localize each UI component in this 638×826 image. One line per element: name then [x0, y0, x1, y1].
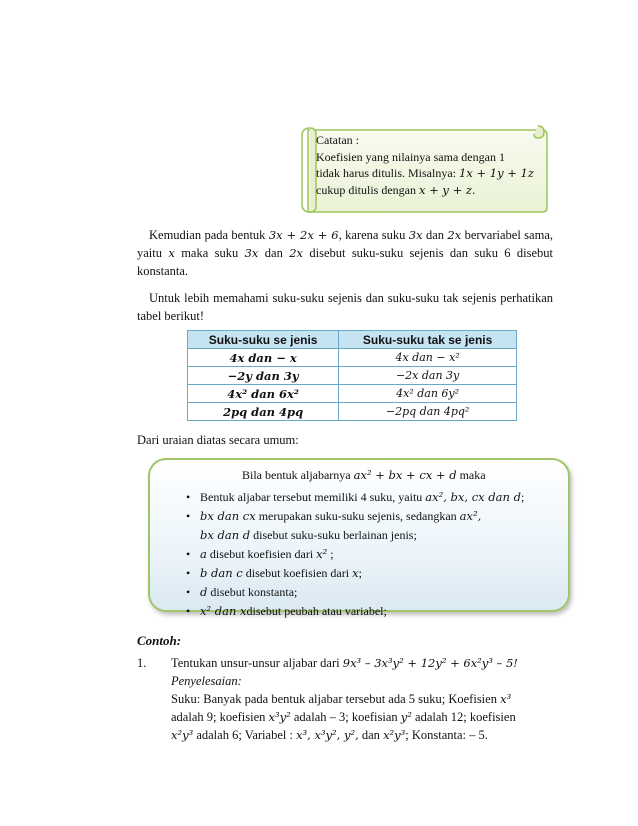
unlike-terms-cell: −2pq dan 4pq²	[339, 403, 517, 421]
paragraph-terms-explanation: Kemudian pada bentuk 3x + 2x + 6, karena suku 3x dan 2x bervariabel sama, yaitu x maka suku 3x dan 2x disebut suku-suku sejenis dan suku 6 disebut konstanta.	[137, 228, 554, 278]
solution-line-1: Suku: Banyak pada bentuk aljabar tersebut ada 5 suku; Koefisien x³	[171, 692, 512, 706]
unlike-terms-cell: −2x dan 3y	[339, 367, 517, 385]
example-heading: Contoh:	[137, 633, 182, 648]
list-item: • d disebut konstanta;	[164, 583, 559, 602]
table-row	[188, 403, 517, 421]
note-title: Catatan :	[316, 133, 359, 147]
example-question: Tentukan unsur-unsur aljabar dari 9x³ – 3x³y² + 12y² + 6x²y³ – 5!	[171, 656, 518, 670]
note-line-1: Koefisien yang nilainya sama dengan 1	[316, 149, 505, 164]
unlike-terms-cell: 4x² dan 6y²	[339, 385, 517, 403]
table-header-row	[188, 331, 517, 349]
unlike-terms-cell: 4x dan − x²	[339, 349, 517, 367]
header-like-terms: Suku-suku se jenis	[188, 331, 339, 349]
summary-list	[164, 488, 559, 621]
header-unlike-terms: Suku-suku tak se jenis	[339, 331, 517, 349]
like-terms-cell: 4x dan − x	[188, 349, 339, 367]
summary-box-heading: Bila bentuk aljabarnya ax² + bx + cx + d maka	[242, 468, 486, 482]
summary-box	[148, 458, 570, 618]
note-line-2: tidak harus ditulis. Misalnya: 1x + 1y + 1z	[316, 166, 534, 180]
list-item: • bx dan cx merupakan suku-suku sejenis, sedangkan ax², bx dan d disebut suku-suku berlainan jenis;	[164, 507, 559, 545]
table-row	[188, 367, 517, 385]
example-number: 1.	[137, 656, 147, 670]
solution-label: Penyelesaian:	[171, 674, 242, 688]
note-scroll	[298, 124, 548, 214]
list-item: • x² dan xdisebut peubah atau variabel;	[164, 602, 559, 621]
example-body	[171, 654, 561, 744]
table-row	[188, 349, 517, 367]
note-line-3: cukup ditulis dengan x + y + z.	[316, 182, 476, 197]
like-terms-cell: −2y dan 3y	[188, 367, 339, 385]
list-item: • Bentuk aljabar tersebut memiliki 4 suku, yaitu ax², bx, cx dan d;	[164, 488, 559, 507]
table-row	[188, 385, 517, 403]
solution-line-2: adalah 9; koefisien x³y² adalah – 3; koefisian y² adalah 12; koefisien	[171, 710, 516, 724]
summary-intro: Dari uraian diatas secara umum:	[137, 433, 299, 447]
paragraph-table-intro: Untuk lebih memahami suku-suku sejenis dan suku-suku tak sejenis perhatikan tabel berikut!	[137, 291, 553, 323]
list-item: • b dan c disebut koefisien dari x;	[164, 564, 559, 583]
note-text	[316, 132, 542, 198]
solution-line-3: x²y³ adalah 6; Variabel : x³, x³y², y², dan x²y³; Konstanta: – 5.	[171, 728, 488, 742]
like-terms-cell: 4x² dan 6x²	[188, 385, 339, 403]
like-terms-cell: 2pq dan 4pq	[188, 403, 339, 421]
terms-table	[187, 330, 517, 421]
list-item: • a disebut koefisien dari x² ;	[164, 545, 559, 564]
